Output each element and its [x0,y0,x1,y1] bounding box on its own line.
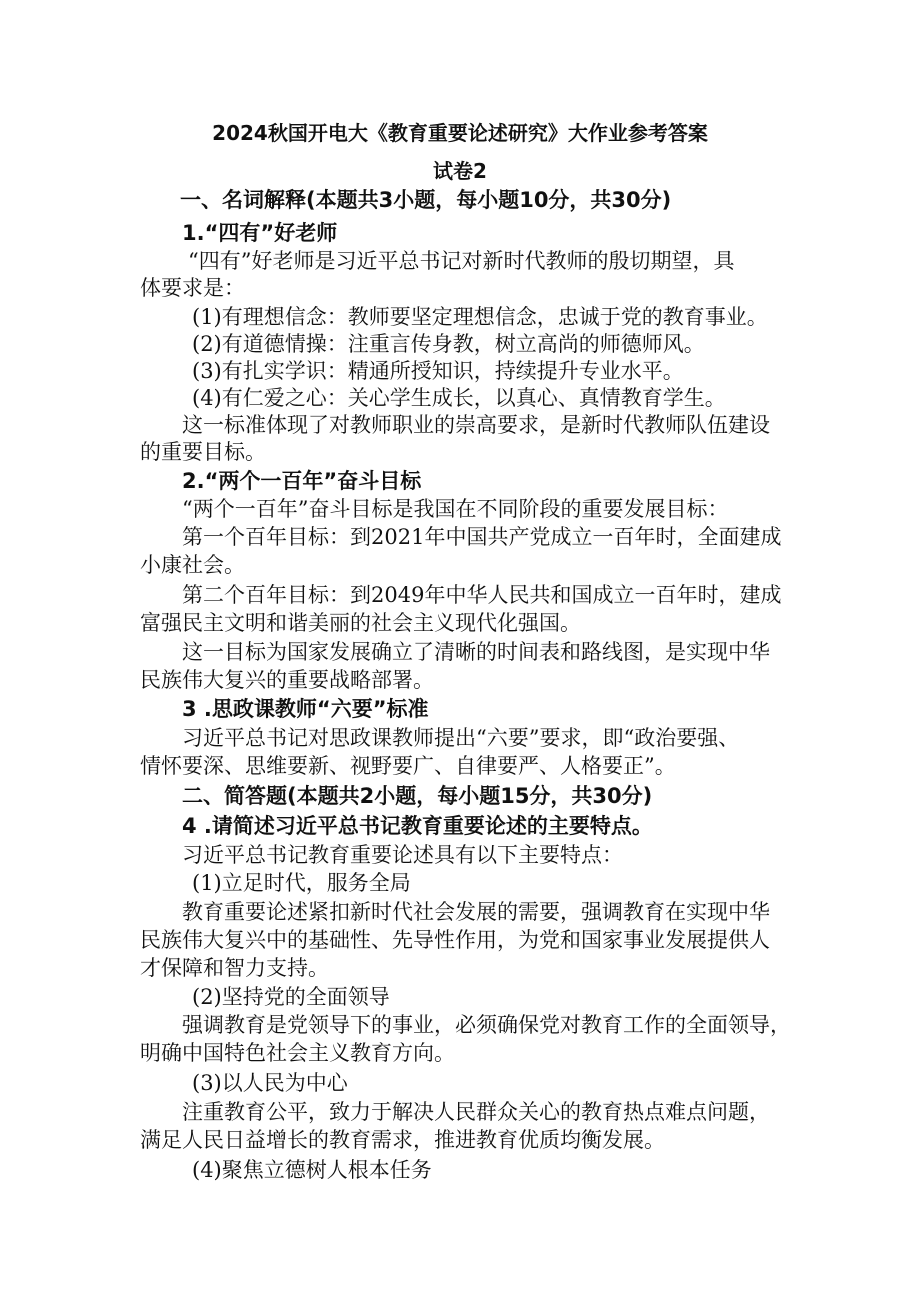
q1-heading: 1.“四有”好老师 [182,221,338,245]
q4-heading: 4 .请简述习近平总书记教育重要论述的主要特点。 [182,814,653,838]
q2-goal2-line2: 富强民主文明和谐美丽的社会主义现代化强国。 [140,611,581,635]
q1-conclusion-line1: 这一标准体现了对教师职业的崇高要求，是新时代教师队伍建设 [182,413,770,437]
q3-heading: 3 .思政课教师“六要”标准 [182,697,429,721]
q2-intro: “两个一百年”奋斗目标是我国在不同阶段的重要发展目标： [182,497,729,521]
q4-point1-line1: 教育重要论述紧扣新时代社会发展的需要，强调教育在实现中华 [182,900,770,924]
q4-point2-line2: 明确中国特色社会主义教育方向。 [140,1041,455,1065]
section1-heading: 一、名词解释(本题共3小题，每小题10分，共30分) [180,188,672,212]
paper-subtitle: 试卷2 [433,159,487,183]
q1-intro-line2: 体要求是： [140,276,245,300]
q4-point1-title: (1)立足时代，服务全局 [192,871,411,895]
q4-point4-title: (4)聚焦立德树人根本任务 [192,1158,432,1182]
q2-conclusion-line2: 民族伟大复兴的重要战略部署。 [140,668,434,692]
q1-item-4: (4)有仁爱之心：关心学生成长，以真心、真情教育学生。 [192,386,726,410]
q4-point1-line2: 民族伟大复兴中的基础性、先导性作用，为党和国家事业发展提供人 [140,928,770,952]
q2-goal1-line2: 小康社会。 [140,553,245,577]
q4-point3-line1: 注重教育公平，致力于解决人民群众关心的教育热点难点问题， [182,1100,770,1124]
q1-conclusion-line2: 的重要目标。 [140,440,266,464]
q2-goal2-line1: 第二个百年目标：到2049年中华人民共和国成立一百年时，建成 [182,583,782,607]
q1-item-3: (3)有扎实学识：精通所授知识，持续提升专业水平。 [192,359,684,383]
q4-point1-line3: 才保障和智力支持。 [140,956,329,980]
q1-intro-line1: “四有”好老师是习近平总书记对新时代教师的殷切期望，具 [188,249,735,273]
q2-conclusion-line1: 这一目标为国家发展确立了清晰的时间表和路线图，是实现中华 [182,640,770,664]
q3-text-line1: 习近平总书记对思政课教师提出“六要”要求，即“政治要强、 [182,726,740,750]
q3-text-line2: 情怀要深、思维要新、视野要广、自律要严、人格要正”。 [140,754,676,778]
q4-point3-title: (3)以人民为中心 [192,1071,348,1095]
q2-heading: 2.“两个一百年”奋斗目标 [182,469,422,493]
q4-point3-line2: 满足人民日益增长的教育需求，推进教育优质均衡发展。 [140,1128,665,1152]
q2-goal1-line1: 第一个百年目标：到2021年中国共产党成立一百年时，全面建成 [182,525,782,549]
q4-point2-title: (2)坚持党的全面领导 [192,985,390,1009]
document-title: 2024秋国开电大《教育重要论述研究》大作业参考答案 [212,121,708,145]
q4-point2-line1: 强调教育是党领导下的事业，必须确保党对教育工作的全面领导， [182,1013,791,1037]
q1-item-2: (2)有道德情操：注重言传身教，树立高尚的师德师风。 [192,332,705,356]
section2-heading: 二、简答题(本题共2小题，每小题15分，共30分) [182,784,653,808]
q1-item-1: (1)有理想信念：教师要坚定理想信念，忠诚于党的教育事业。 [192,305,768,329]
q4-intro: 习近平总书记教育重要论述具有以下主要特点： [182,843,623,867]
